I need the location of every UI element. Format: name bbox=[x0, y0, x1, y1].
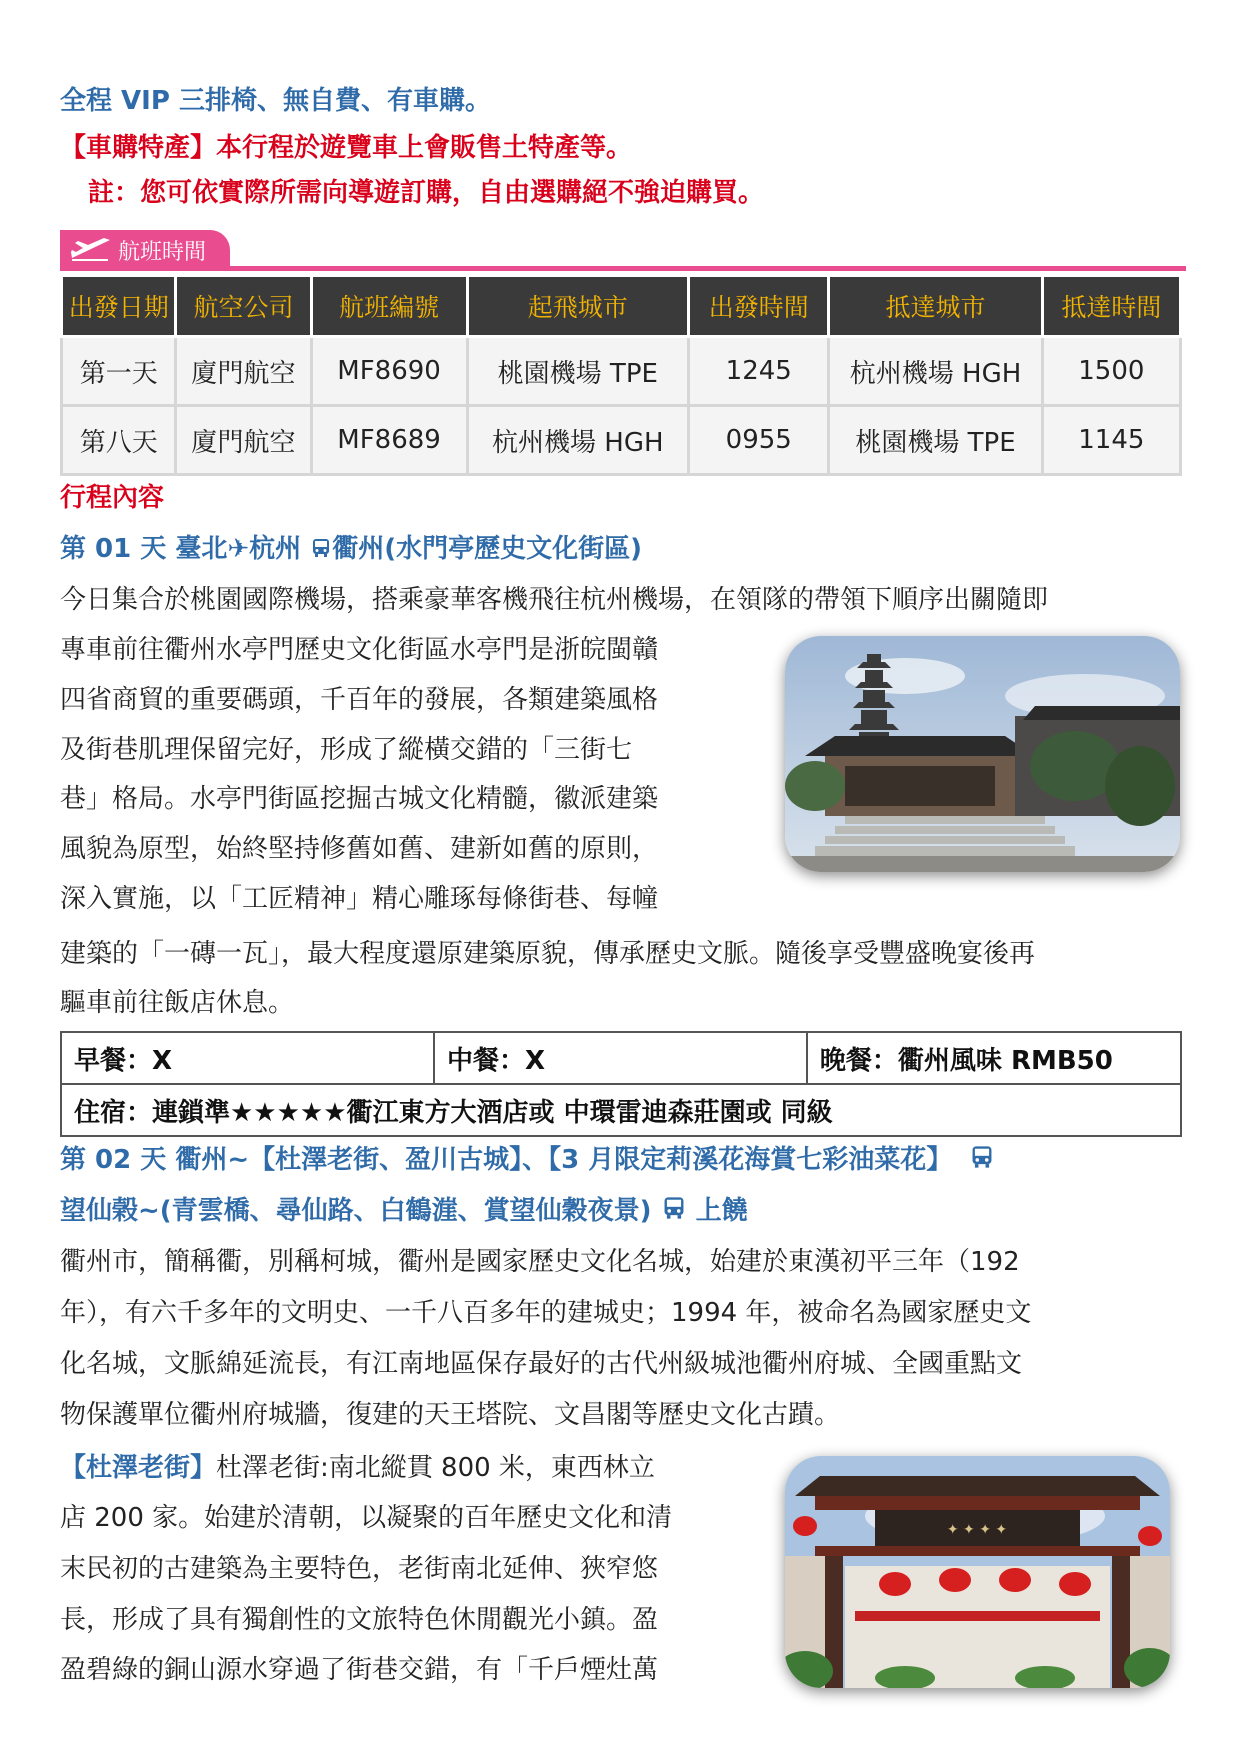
day2-title-sights: 望仙榖~(青雲橋、尋仙路、白鶴漄、賞望仙穀夜景) bbox=[60, 1196, 661, 1226]
bus-icon bbox=[310, 537, 332, 559]
cell-flight-number: MF8689 bbox=[311, 406, 467, 475]
airplane-icon bbox=[70, 236, 112, 262]
day2-text-line: 年），有六千多年的文明史、一千八百多年的建城史；1994 年，被命名為國家歷史文 bbox=[60, 1298, 1032, 1328]
cell-destination: 桃園機場 TPE bbox=[829, 406, 1042, 475]
header-arrival-time: 抵達時間 bbox=[1042, 276, 1180, 337]
flight-table bbox=[60, 274, 1182, 476]
duze-text-line: 長，形成了具有獨創性的文旅特色休閒觀光小鎮。盈 bbox=[60, 1605, 659, 1635]
day2-text-line: 衢州市，簡稱衢，別稱柯城，衢州是國家歷史文化名城，始建於東漢初平三年（192 bbox=[60, 1247, 1020, 1277]
day1-title-route: 第 01 天 臺北✈杭州 bbox=[60, 534, 311, 564]
day1-text-line: 專車前往衢州水亭門歷史文化街區水亭門是浙皖閩贛 bbox=[60, 635, 659, 665]
day2-text-line: 化名城，文脈綿延流長，有江南地區保存最好的古代州級城池衢州府城、全國重點文 bbox=[60, 1349, 1023, 1379]
breakfast-cell: 早餐：X bbox=[61, 1032, 434, 1084]
duze-text-line bbox=[60, 1446, 655, 1490]
day2-title-line2 bbox=[60, 1189, 748, 1233]
shuitingmen-photo bbox=[785, 636, 1180, 872]
day1-text-line: 四省商貿的重要碼頭，千百年的發展，各類建築風格 bbox=[60, 685, 659, 715]
cell-flight-number: MF8690 bbox=[311, 337, 467, 406]
day2-title-destination: 上饒 bbox=[695, 1196, 748, 1226]
table-row bbox=[62, 337, 1181, 406]
cell-day: 第一天 bbox=[62, 337, 176, 406]
cell-departure-time: 1245 bbox=[689, 337, 829, 406]
duze-street-photo bbox=[785, 1456, 1170, 1688]
shopping-disclaimer: 註：您可依實際所需向導遊訂購，自由選購絕不強迫購買。 bbox=[88, 178, 765, 208]
day1-title-destination: 衢州(水門亭歷史文化街區) bbox=[332, 534, 642, 564]
header-flight-number: 航班編號 bbox=[311, 276, 467, 337]
section-divider bbox=[60, 266, 1186, 271]
duze-label: 【杜澤老街】 bbox=[60, 1453, 217, 1483]
cell-destination: 杭州機場 HGH bbox=[829, 337, 1042, 406]
cell-day: 第八天 bbox=[62, 406, 176, 475]
flight-section-label: 航班時間 bbox=[118, 240, 207, 265]
duze-text-line: 末民初的古建築為主要特色，老街南北延伸、狹窄悠 bbox=[60, 1554, 659, 1584]
hotel-cell: 住宿：連鎖準★★★★★衢江東方大酒店或 中環雷迪森莊園或 同級 bbox=[61, 1084, 1181, 1136]
lunch-cell: 中餐：X bbox=[434, 1032, 807, 1084]
cell-origin: 桃園機場 TPE bbox=[467, 337, 689, 406]
header-arrival-city: 抵達城市 bbox=[829, 276, 1042, 337]
svg-text:✦ ✦ ✦ ✦: ✦ ✦ ✦ ✦ bbox=[946, 1522, 1008, 1538]
cell-departure-time: 0955 bbox=[689, 406, 829, 475]
duze-text: 杜澤老街:南北縱貫 800 米，東西林立 bbox=[216, 1453, 655, 1483]
cell-airline: 廈門航空 bbox=[176, 337, 311, 406]
cell-arrival-time: 1145 bbox=[1042, 406, 1180, 475]
bus-icon bbox=[661, 1195, 687, 1221]
day1-text-line: 建築的「一磚一瓦」，最大程度還原建築原貌，傳承歷史文脈。隨後享受豐盛晚宴後再 bbox=[60, 939, 1036, 969]
flight-section-tab bbox=[60, 230, 230, 268]
shopping-note: 【車購特產】本行程於遊覽車上會販售土特產等。 bbox=[60, 133, 633, 163]
day2-title-line1 bbox=[60, 1138, 995, 1182]
day1-text-line: 驅車前往飯店休息。 bbox=[60, 988, 295, 1018]
cell-origin: 杭州機場 HGH bbox=[467, 406, 689, 475]
cell-arrival-time: 1500 bbox=[1042, 337, 1180, 406]
day1-text-line: 巷」格局。水亭門街區挖掘古城文化精髓，徽派建築 bbox=[60, 784, 659, 814]
duze-text-line: 店 200 家。始建於清朝，以凝聚的百年歷史文化和清 bbox=[60, 1503, 673, 1533]
day2-text-line: 物保護單位衢州府城牆，復建的天王塔院、文昌閣等歷史文化古蹟。 bbox=[60, 1400, 841, 1430]
day1-text-line: 風貌為原型，始終堅持修舊如舊、建新如舊的原則， bbox=[60, 834, 659, 864]
header-departure-date: 出發日期 bbox=[62, 276, 176, 337]
bus-icon bbox=[969, 1144, 995, 1170]
itinerary-heading: 行程內容 bbox=[60, 483, 165, 513]
vip-note: 全程 VIP 三排椅、無自費、有車購。 bbox=[60, 86, 491, 116]
day2-title-route: 第 02 天 衢州~【杜澤老街、盈川古城】、【3 月限定莉溪花海賞七彩油菜花】 bbox=[60, 1145, 953, 1175]
table-row bbox=[62, 406, 1181, 475]
duze-text-line: 盈碧綠的銅山源水穿過了街巷交錯，有「千戶煙灶萬 bbox=[60, 1655, 659, 1685]
day1-text-line: 深入實施，以「工匠精神」精心雕琢每條街巷、每幢 bbox=[60, 884, 659, 914]
day1-title bbox=[60, 527, 642, 571]
header-origin-city: 起飛城市 bbox=[467, 276, 689, 337]
header-departure-time: 出發時間 bbox=[689, 276, 829, 337]
flight-table-header bbox=[62, 276, 1181, 337]
day1-text-line: 今日集合於桃園國際機場，搭乘豪華客機飛往杭州機場，在領隊的帶領下順序出關隨即 bbox=[60, 585, 1049, 615]
header-airline: 航空公司 bbox=[176, 276, 311, 337]
meals-table bbox=[60, 1031, 1182, 1137]
cell-airline: 廈門航空 bbox=[176, 406, 311, 475]
dinner-cell: 晚餐：衢州風味 RMB50 bbox=[807, 1032, 1181, 1084]
day1-text-line: 及街巷肌理保留完好，形成了縱橫交錯的「三街七 bbox=[60, 735, 633, 765]
